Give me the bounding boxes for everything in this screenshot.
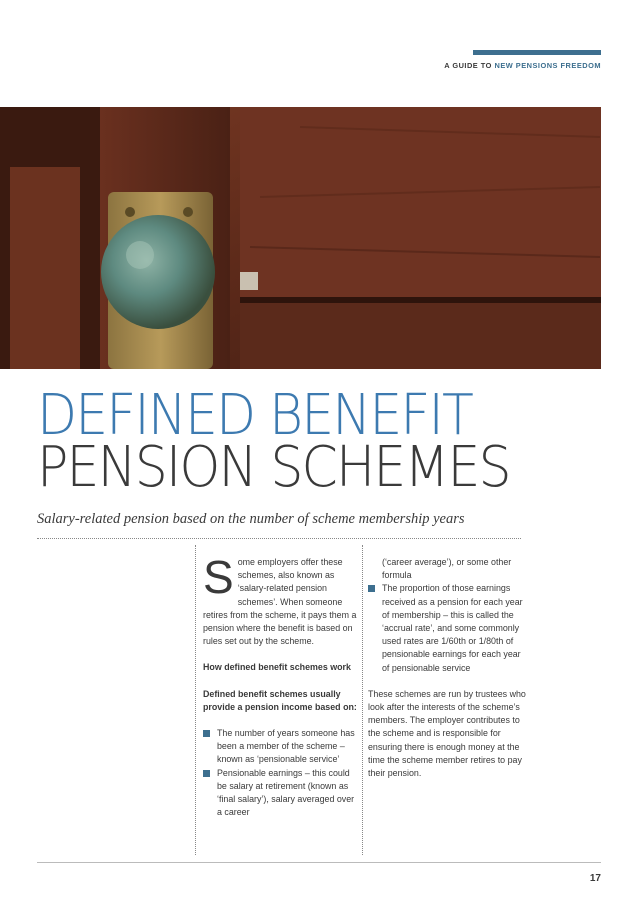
income-basis-list	[203, 727, 359, 819]
column-separator-left	[195, 545, 196, 855]
section-heading-how-it-works: How defined benefit schemes work	[203, 662, 351, 673]
text-column-1	[203, 551, 359, 819]
running-header	[444, 61, 601, 70]
bullet-square-icon	[203, 770, 210, 777]
bullet-square-icon	[203, 730, 210, 737]
header-accent-bar	[473, 50, 601, 55]
subtitle: Salary-related pension based on the number of scheme membership years	[37, 511, 465, 527]
list-item: The number of years someone has been a member of the scheme – known as ‘pensionable service’	[203, 727, 359, 767]
trustees-paragraph: These schemes are run by trustees who look after the interests of the scheme’s members. The employer contributes to the scheme and is responsible for ensuring there is enough money at the time the scheme member retires to pay their pension.	[368, 688, 526, 779]
intro-text: ome employers offer these schemes, also known as ‘salary-related pension schemes’. When someone retires from the scheme, it pays them a pension where the benefit is based on rules set out by the scheme.	[203, 557, 357, 647]
title-line-2: PENSION SCHEMES	[37, 435, 510, 500]
drop-cap: S	[203, 551, 234, 603]
running-header-accent: NEW PENSIONS FREEDOM	[494, 61, 601, 70]
door-knob-photo	[0, 107, 601, 369]
dotted-divider	[37, 538, 521, 539]
intro-paragraph	[203, 551, 359, 648]
page-number: 17	[589, 873, 601, 884]
accrual-list	[368, 582, 528, 674]
section-heading-income-based-on: Defined benefit schemes usually provide a pension income based on:	[203, 688, 357, 712]
door-knob-illustration	[0, 107, 601, 369]
title-line-1: DEFINED BENEFIT	[37, 383, 472, 448]
bullet-square-icon	[368, 585, 375, 592]
column-separator-middle	[362, 545, 363, 855]
footer-rule	[37, 862, 601, 863]
page-title	[37, 383, 545, 500]
text-column-2	[368, 556, 528, 793]
list-continuation: (‘career average’), or some other formula	[382, 557, 512, 581]
list-item: The proportion of those earnings received as a pension for each year of membership – this is called the ‘accrual rate’, and some commonly used rates are 1/60th or 1/80th of pensionable earnings for each year of pensionable service	[368, 582, 528, 674]
list-item: Pensionable earnings – this could be salary at retirement (known as ‘final salary’), salary averaged over a career	[203, 767, 359, 820]
running-header-prefix: A GUIDE TO	[444, 61, 492, 70]
